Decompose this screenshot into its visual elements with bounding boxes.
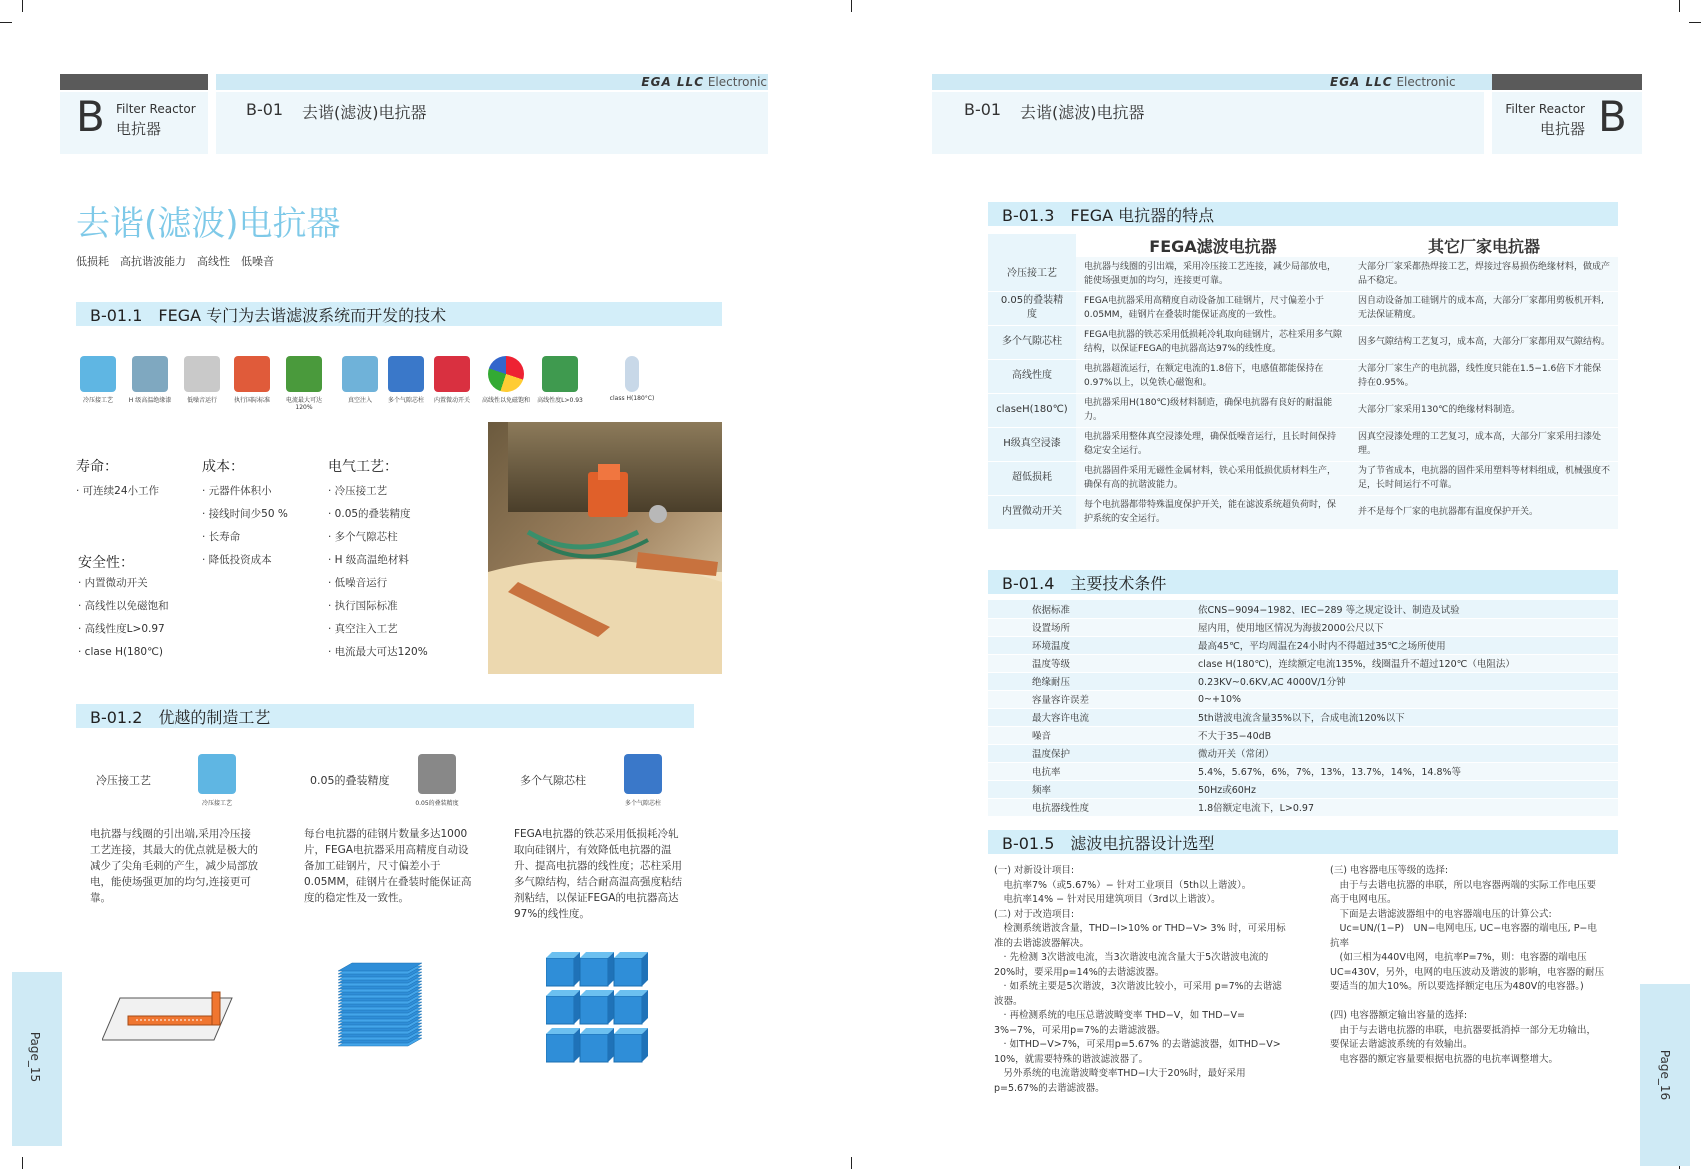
features-other: 大部分厂家采都热焊接工艺，焊接过容易损伤绝缘材料，做成产品不稳定。	[1350, 257, 1618, 291]
cold-press-icon	[198, 754, 236, 794]
features-table	[988, 234, 1618, 530]
condition-key: 温度保护	[988, 744, 1138, 762]
condition-row	[988, 708, 1618, 726]
features-other: 因自动设备加工硅钢片的成本高，大部分厂家都用剪板机开料,无法保证精度。	[1350, 291, 1618, 325]
elec-item: · 冷压接工艺	[328, 485, 388, 497]
features-fega: 电抗器超流运行，在额定电流的1.8倍下，电感值都能保持在0.97%以上，以免铁心磁饱和。	[1076, 359, 1350, 393]
condition-value: 最高45℃，平均周温在24小时内不得超过35℃之场所使用	[1138, 636, 1618, 654]
safety-block	[78, 552, 169, 664]
safety-item: · 高线性以免磁饱和	[78, 600, 169, 612]
condition-key: 频率	[988, 780, 1138, 798]
category-cn: 电抗器	[116, 120, 162, 138]
condition-key: 最大容许电流	[988, 708, 1138, 726]
design-line: 检测系统谐波含量，THD−I>10% or THD−V> 3% 时，可采用标	[994, 923, 1286, 934]
insulation-icon	[132, 356, 168, 392]
conditions-table	[988, 600, 1618, 817]
elec-block	[328, 456, 428, 664]
crop-mark	[22, 1157, 23, 1169]
condition-row	[988, 690, 1618, 708]
process-icon-caption: 0.05的叠装精度	[415, 800, 459, 807]
design-line: 电抗率14% − 针对民用建筑项目（3rd以上谐波）。	[994, 894, 1221, 905]
condition-key: 噪音	[988, 726, 1138, 744]
life-heading: 寿命：	[76, 459, 118, 475]
brand-logo: EGA LLC Electronic	[641, 75, 767, 89]
feature-icon-label: 高线性度L>0.93	[537, 397, 583, 404]
design-line: Uc=UN/(1−P) UN−电网电压, UC−电容器的端电压, P−电	[1330, 923, 1597, 934]
condition-key: 容量容许误差	[988, 690, 1138, 708]
header-code: B-01	[964, 100, 1002, 119]
standard-icon	[234, 356, 270, 392]
graph-icon	[542, 356, 578, 392]
features-row	[988, 359, 1618, 393]
section-b015: B-01.5 滤波电抗器设计选型	[988, 830, 1618, 854]
elec-item: · H 级高温绝材料	[328, 554, 409, 566]
page-tab-left	[12, 972, 62, 1146]
header-dark-bar	[1492, 74, 1642, 90]
design-line: (二) 对于改造项目:	[994, 908, 1075, 920]
elec-heading: 电气工艺：	[328, 459, 398, 475]
vacuum-icon	[342, 356, 378, 392]
linearity-icon	[488, 356, 524, 392]
process-text: 每台电抗器的硅钢片数量多达1000片，FEGA电抗器采用高精度自动设备加工硅钢片，尺寸偏差小于0.05MM，硅钢片在叠装时能保证高度的稳定性及一致性。	[304, 828, 472, 904]
features-fega: 电抗器与线圈的引出端，采用冷压接工艺连接，减少局部放电，能使场强更加的均匀，连接更可靠。	[1076, 257, 1350, 291]
features-row	[988, 291, 1618, 325]
safety-item: · 内置微动开关	[78, 577, 148, 589]
feature-icon-label: 冷压接工艺	[82, 397, 113, 404]
features-row	[988, 461, 1618, 495]
feature-icon-item	[426, 356, 478, 404]
category-cn: 电抗器	[1539, 120, 1585, 138]
features-row	[988, 495, 1618, 529]
section-b013: B-01.3 FEGA 电抗器的特点	[988, 202, 1618, 226]
air-gap-icon	[624, 754, 662, 794]
category-letter: B	[1598, 92, 1627, 141]
design-line: (四) 电容器额定输出容量的选择:	[1330, 1010, 1468, 1021]
condition-key: 依据标准	[988, 600, 1138, 618]
feature-icon-item	[380, 356, 432, 404]
low-noise-icon	[184, 356, 220, 392]
features-key: 超低损耗	[988, 461, 1076, 495]
feature-tags: 低损耗 高抗谐波能力 高线性 低噪音	[76, 255, 274, 268]
cost-heading: 成本：	[202, 459, 244, 475]
condition-row	[988, 672, 1618, 690]
category-en: Filter Reactor	[1505, 102, 1585, 116]
feature-icon-label: class H(180°C)	[609, 395, 655, 402]
features-other: 大部分厂家采用130℃的绝缘材料制造。	[1350, 393, 1618, 427]
feature-icon-item	[534, 356, 586, 404]
features-key: 冷压接工艺	[988, 257, 1076, 291]
life-item: · 可连续24小工作	[76, 485, 160, 497]
safety-item: · clase H(180℃)	[78, 646, 163, 658]
condition-value: 微动开关（常闭）	[1138, 744, 1618, 762]
process-title: 冷压接工艺	[96, 774, 151, 787]
page-number: Page_15	[28, 1031, 43, 1083]
condition-row	[988, 762, 1618, 780]
cold-press-icon	[80, 356, 116, 392]
design-line: 抗率	[1330, 937, 1350, 949]
condition-key: 电抗器线性度	[988, 798, 1138, 816]
features-fega: 电抗器采用整体真空浸漆处理，确保低噪音运行，且长时间保持稳定安全运行。	[1076, 427, 1350, 461]
feature-icon-item	[176, 356, 228, 404]
brand-logo: EGA LLC Electronic	[1330, 75, 1456, 89]
design-line: 3%−7%，可采用p=7%的去谐滤波器。	[994, 1024, 1166, 1036]
design-line: 另外系统的电流谐波畸变率THD−I大于20%时，最好采用	[994, 1068, 1246, 1079]
design-line: 波器。	[994, 995, 1023, 1007]
features-fega: 电抗器采用H(180℃)级材料制造，确保电抗器有良好的耐温能力。	[1076, 393, 1350, 427]
feature-icon-item	[226, 356, 278, 404]
design-line: · 如THD−V>7%，可采用p=5.67% 的去谐滤波器，如THD−V>	[994, 1039, 1281, 1050]
header-title-box	[932, 92, 1484, 154]
condition-row	[988, 654, 1618, 672]
feature-icon-label: 低噪音运行	[186, 397, 217, 404]
current-icon	[286, 356, 322, 392]
condition-key: 电抗率	[988, 762, 1138, 780]
feature-icon-item	[124, 356, 176, 404]
category-letter: B	[76, 92, 105, 141]
air-gap-icon	[388, 356, 424, 392]
design-line: p=5.67%的去谐滤波器。	[994, 1082, 1105, 1094]
elec-item: · 0.05的叠装精度	[328, 508, 411, 520]
design-line: 高于电网电压。	[1330, 894, 1397, 905]
condition-key: 绝缘耐压	[988, 672, 1138, 690]
air-gap-cores-illustration	[546, 952, 650, 1072]
elec-item: · 电流最大可达120%	[328, 646, 428, 658]
page-tab-right	[1640, 984, 1690, 1166]
elec-item: · 执行国际标准	[328, 600, 398, 612]
features-row	[988, 325, 1618, 359]
page-title: 去谐(滤波)电抗器	[76, 204, 341, 244]
features-fega: 电抗器固件采用无磁性金属材料，铁心采用低损优质材料生产，确保有高的抗谐波能力。	[1076, 461, 1350, 495]
crop-mark	[1679, 0, 1680, 12]
design-right-column	[1330, 864, 1626, 1067]
design-line	[1330, 995, 1626, 1010]
condition-value: 50Hz或60Hz	[1138, 780, 1618, 798]
header-dark-bar	[60, 74, 208, 90]
switch-icon	[434, 356, 470, 392]
process-title: 多个气隙芯柱	[520, 774, 586, 787]
section-b014: B-01.4 主要技术条件	[988, 570, 1618, 594]
design-line: UC=430V，另外，电网的电压波动及谐波的影响，电容器的耐压	[1330, 966, 1605, 978]
crop-mark	[0, 22, 12, 23]
features-other: 为了节省成本，电抗器的固件采用塑料等材料组成，机械强度不足，长时间运行不可靠。	[1350, 461, 1618, 495]
features-fega: 每个电抗器都带特殊温度保护开关，能在滤波系统超负荷时，保护系统的安全运行。	[1076, 495, 1350, 529]
design-line: · 先检测 3次谐波电流，当3次谐波电流含量大于5次谐波电流的	[994, 952, 1269, 963]
process-icon-caption: 冷压接工艺	[201, 800, 232, 807]
features-key: 内置微动开关	[988, 495, 1076, 529]
elec-item: · 多个气隙芯柱	[328, 531, 398, 543]
condition-value: 屋内用，使用地区情况为海拔2000公尺以下	[1138, 618, 1618, 636]
condition-key: 设置场所	[988, 618, 1138, 636]
features-key: claseH(180℃)	[988, 393, 1076, 427]
feature-icon-label: 内置微动开关	[433, 397, 470, 404]
features-col-fega: FEGA滤波电抗器	[1149, 237, 1277, 256]
cost-item: · 接线时间少50 %	[202, 508, 288, 520]
crop-mark	[851, 0, 852, 12]
cost-item: · 长寿命	[202, 531, 241, 543]
condition-row	[988, 726, 1618, 744]
design-line: (如三相为440V电网，电抗率P=7%，则：电容器的端电压	[1330, 952, 1587, 963]
features-corner	[988, 234, 1076, 257]
features-key: 0.05的叠装精度	[988, 291, 1076, 325]
feature-icon-item	[278, 356, 330, 411]
feature-icon-label: 高线性以免磁饱和	[481, 397, 530, 404]
features-key: H级真空浸漆	[988, 427, 1076, 461]
thermometer-icon	[625, 356, 639, 392]
feature-icon-label: 执行国际标准	[233, 397, 270, 404]
design-line: · 如系统主要是5次谐波，3次谐波比较小，可采用 p=7%的去谐滤	[994, 981, 1282, 992]
design-line: 20%时，要采用p=14%的去谐滤波器。	[994, 966, 1165, 978]
condition-row	[988, 618, 1618, 636]
design-line: 要适当的加大10%。所以要选择额定电压为480V的电容器。)	[1330, 981, 1584, 992]
design-line: 准的去谐滤波器解决。	[994, 937, 1090, 949]
feature-icon-row	[72, 356, 655, 416]
elec-item: · 低噪音运行	[328, 577, 388, 589]
condition-value: 依CNS−9094−1982、IEC−289 等之规定设计、制造及试验	[1138, 600, 1618, 618]
section-b012: B-01.2 优越的制造工艺	[76, 704, 694, 728]
laminated-stack-illustration	[334, 962, 426, 1060]
features-key: 高线性度	[988, 359, 1076, 393]
header-title-box	[216, 92, 768, 154]
design-line: 电容器的额定容量要根据电抗器的电抗率调整增大。	[1330, 1053, 1559, 1065]
design-line: (一) 对新设计项目:	[994, 865, 1075, 876]
condition-value: 5.4%，5.67%，6%，7%，13%，13.7%，14%，14.8%等	[1138, 762, 1618, 780]
features-other: 因多气隙结构工艺复习，成本高，大部分厂家都用双气隙结构。	[1350, 325, 1618, 359]
process-icon-caption: 多个气隙芯柱	[624, 800, 661, 807]
condition-row	[988, 636, 1618, 654]
condition-row	[988, 744, 1618, 762]
condition-value: 不大于35−40dB	[1138, 726, 1618, 744]
features-row	[988, 427, 1618, 461]
features-row	[988, 393, 1618, 427]
features-other: 因真空浸漆处理的工艺复习，成本高，大部分厂家采用扫漆处理。	[1350, 427, 1618, 461]
design-line: · 再检测系统的电压总谐波畸变率 THD−V，如 THD−V=	[994, 1010, 1245, 1021]
page-number: Page_16	[1658, 1049, 1673, 1101]
crop-mark	[851, 1157, 852, 1169]
crop-mark	[1689, 22, 1701, 23]
design-line: 10%，就需要特殊的谐波滤波器了。	[994, 1053, 1149, 1065]
condition-value: 0.23KV~0.6KV,AC 4000V/1分钟	[1138, 672, 1618, 690]
design-line: 电抗率7%（或5.67%）− 针对工业项目（5th以上谐波）。	[994, 879, 1252, 891]
process-text: 电抗器与线圈的引出端,采用冷压接工艺连接，其最大的优点就是极大的减少了尖角毛刺的产生，减少局部放电，能使场强更加的均匀,连接更可靠。	[90, 828, 258, 904]
life-block	[76, 456, 159, 503]
cost-block	[202, 456, 288, 572]
condition-value: 0~+10%	[1138, 690, 1618, 708]
feature-icon-label: 多个气隙芯柱	[387, 397, 424, 404]
condition-row	[988, 600, 1618, 618]
condition-row	[988, 798, 1618, 816]
features-col-other: 其它厂家电抗器	[1427, 237, 1540, 256]
cost-item: · 元器件体积小	[202, 485, 272, 497]
feature-icon-label: H 级高温绝缘漆	[128, 397, 172, 404]
features-fega: FEGA电抗器采用高精度自动设备加工硅钢片，尺寸偏差小于0.05MM，硅钢片在叠装时能保证高度的一致性。	[1076, 291, 1350, 325]
features-key: 多个气隙芯柱	[988, 325, 1076, 359]
design-line: (三) 电容器电压等级的选择:	[1330, 865, 1449, 876]
feature-icon-item	[72, 356, 124, 404]
reactor-photo	[488, 422, 722, 674]
feature-icon-item	[606, 356, 658, 402]
condition-value: 1.8倍额定电流下，L>0.97	[1138, 798, 1618, 816]
condition-key: 温度等级	[988, 654, 1138, 672]
section-b011: B-01.1 FEGA 专门为去谐滤波系统而开发的技术	[76, 302, 722, 326]
cold-press-illustration	[102, 986, 242, 1050]
cost-item: · 降低投资成本	[202, 554, 272, 566]
design-line: 下面是去谐滤波器组中的电容器端电压的计算公式:	[1330, 908, 1552, 920]
process-title: 0.05的叠装精度	[310, 774, 390, 787]
safety-item: · 高线性度L>0.97	[78, 623, 165, 635]
header-code: B-01	[246, 100, 284, 119]
feature-icon-label: 电流最大可达120%	[285, 397, 322, 411]
category-en: Filter Reactor	[116, 102, 196, 116]
process-text: FEGA电抗器的铁芯采用低损耗冷轧取向硅钢片，有效降低电抗器的温升、提高电抗器的线性度；芯柱采用多气隙结构，结合耐高温高强度粘结剂粘结，以保证FEGA的电抗器高达97%的线性度。	[514, 828, 682, 920]
feature-icon-label: 真空注入	[347, 397, 372, 404]
features-row	[988, 257, 1618, 291]
feature-icon-item	[334, 356, 386, 404]
condition-value: clase H(180℃)，连续额定电流135%，线圈温升不超过120℃（电阻法）	[1138, 654, 1618, 672]
crop-mark	[22, 0, 23, 12]
condition-row	[988, 780, 1618, 798]
lamination-icon	[418, 754, 456, 794]
features-other: 大部分厂家生产的电抗器，线性度只能在1.5−1.6倍下才能保持在0.95%。	[1350, 359, 1618, 393]
safety-heading: 安全性：	[78, 555, 134, 571]
elec-item: · 真空注入工艺	[328, 623, 398, 635]
feature-icon-item	[480, 356, 532, 404]
features-other: 并不是每个厂家的电抗器都有温度保护开关。	[1350, 495, 1618, 529]
condition-key: 环境温度	[988, 636, 1138, 654]
design-line: 要保证去谐滤波系统的有效输出。	[1330, 1039, 1473, 1050]
features-fega: FEGA电抗器的铁芯采用低损耗冷轧取向硅钢片，芯柱采用多气隙结构，以保证FEGA的电抗器高达97%的线性度。	[1076, 325, 1350, 359]
header-title: 去谐(滤波)电抗器	[302, 103, 427, 122]
header-title: 去谐(滤波)电抗器	[1020, 103, 1145, 122]
design-line: 由于与去谐电抗器的串联，所以电容器两端的实际工作电压要	[1330, 879, 1597, 891]
condition-value: 5th谐波电流含量35%以下，合成电流120%以下	[1138, 708, 1618, 726]
design-left-column	[994, 864, 1304, 1096]
design-line: 由于与去谐电抗器的串联，电抗器要抵消掉一部分无功输出，	[1330, 1024, 1597, 1036]
